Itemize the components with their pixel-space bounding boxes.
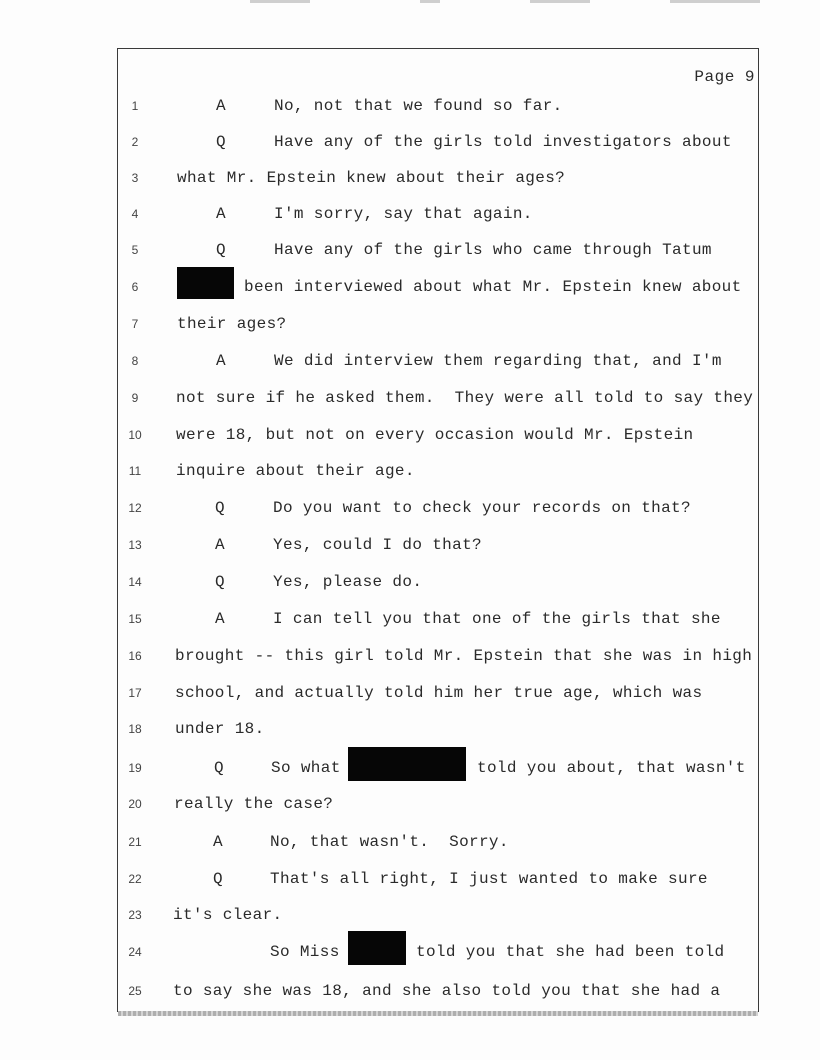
line-number: 19 xyxy=(128,761,142,775)
line-text: That's all right, I just wanted to make sure xyxy=(270,870,708,888)
speaker-marker: A xyxy=(216,352,226,370)
line-text: Yes, could I do that? xyxy=(273,536,482,554)
page-number: Page 9 xyxy=(694,68,755,86)
speaker-marker: Q xyxy=(214,759,224,777)
speaker-marker: Q xyxy=(216,241,226,259)
transcript-line xyxy=(0,499,820,523)
transcript-line xyxy=(0,906,820,930)
line-number: 18 xyxy=(128,722,142,736)
line-number: 4 xyxy=(131,207,139,221)
redaction-box xyxy=(177,267,234,299)
speaker-marker: A xyxy=(215,536,225,554)
speaker-marker: Q xyxy=(215,573,225,591)
speaker-marker: Q xyxy=(215,499,225,517)
line-number: 5 xyxy=(131,243,139,257)
transcript-line xyxy=(0,205,820,229)
line-number: 9 xyxy=(131,391,139,405)
line-text: No, that wasn't. Sorry. xyxy=(270,833,509,851)
line-text: not sure if he asked them. They were all told to say they xyxy=(176,389,754,407)
line-number: 7 xyxy=(131,317,139,331)
line-number: 8 xyxy=(131,354,139,368)
line-number: 3 xyxy=(131,171,139,185)
line-number: 6 xyxy=(131,280,139,294)
line-number: 14 xyxy=(128,575,142,589)
speaker-marker: Q xyxy=(213,870,223,888)
line-text: brought -- this girl told Mr. Epstein that she was in high xyxy=(175,647,753,665)
line-number: 21 xyxy=(128,835,142,849)
transcript-line xyxy=(0,169,820,193)
transcript-line xyxy=(0,462,820,486)
line-text: under 18. xyxy=(175,720,265,738)
line-text: I can tell you that one of the girls that she xyxy=(273,610,721,628)
speaker-marker: A xyxy=(215,610,225,628)
transcript-line xyxy=(0,833,820,857)
line-number: 1 xyxy=(131,99,139,113)
line-number: 13 xyxy=(128,538,142,552)
line-number: 23 xyxy=(128,908,142,922)
line-text: were 18, but not on every occasion would Mr. Epstein xyxy=(176,426,694,444)
transcript-line xyxy=(0,647,820,671)
redaction-box xyxy=(348,747,466,781)
line-number: 12 xyxy=(128,501,142,515)
line-number: 24 xyxy=(128,945,142,959)
line-text: what Mr. Epstein knew about their ages? xyxy=(177,169,566,187)
speaker-marker: A xyxy=(213,833,223,851)
transcript-line xyxy=(0,426,820,450)
transcript-line xyxy=(0,870,820,894)
transcript-line xyxy=(0,241,820,265)
transcript-line xyxy=(0,982,820,1006)
speaker-marker: Q xyxy=(216,133,226,151)
transcript-line xyxy=(0,352,820,376)
line-text: really the case? xyxy=(174,795,334,813)
line-number: 22 xyxy=(128,872,142,886)
line-text: So what xyxy=(271,759,341,777)
speaker-marker: A xyxy=(216,205,226,223)
line-text: I'm sorry, say that again. xyxy=(274,205,533,223)
transcript-line xyxy=(0,720,820,744)
transcript-line xyxy=(0,315,820,339)
line-text: inquire about their age. xyxy=(176,462,415,480)
line-text: So Miss xyxy=(270,943,340,961)
line-text: Do you want to check your records on that? xyxy=(273,499,691,517)
line-text: school, and actually told him her true age, which was xyxy=(175,684,703,702)
line-text: to say she was 18, and she also told you that she had a xyxy=(173,982,721,1000)
speaker-marker: A xyxy=(216,97,226,115)
transcript-line xyxy=(0,610,820,634)
line-text-continued: told you about, that wasn't xyxy=(477,759,746,777)
transcript-line xyxy=(0,97,820,121)
line-number: 15 xyxy=(128,612,142,626)
line-text: We did interview them regarding that, and I'm xyxy=(274,352,722,370)
transcript-line xyxy=(0,795,820,819)
line-number: 10 xyxy=(128,428,142,442)
scan-edge-marks xyxy=(0,0,820,8)
line-number: 2 xyxy=(131,135,139,149)
line-number: 16 xyxy=(128,649,142,663)
transcript-line xyxy=(0,759,820,783)
line-text: Have any of the girls told investigators about xyxy=(274,133,732,151)
transcript-line xyxy=(0,536,820,560)
transcript-line xyxy=(0,389,820,413)
line-number: 25 xyxy=(128,984,142,998)
line-text: Have any of the girls who came through Tatum xyxy=(274,241,712,259)
line-number: 20 xyxy=(128,797,142,811)
transcript-line xyxy=(0,573,820,597)
transcript-line xyxy=(0,278,820,302)
transcript-line xyxy=(0,133,820,157)
line-text-continued: told you that she had been told xyxy=(416,943,725,961)
line-text: their ages? xyxy=(177,315,287,333)
redaction-box xyxy=(348,931,406,965)
line-text: Yes, please do. xyxy=(273,573,423,591)
line-text: No, not that we found so far. xyxy=(274,97,563,115)
line-text: it's clear. xyxy=(173,906,283,924)
page-bottom-rule xyxy=(118,1011,758,1016)
line-number: 11 xyxy=(128,464,142,478)
line-number: 17 xyxy=(128,686,142,700)
transcript-line xyxy=(0,684,820,708)
line-text: been interviewed about what Mr. Epstein knew about xyxy=(244,278,742,296)
transcript-line xyxy=(0,943,820,967)
